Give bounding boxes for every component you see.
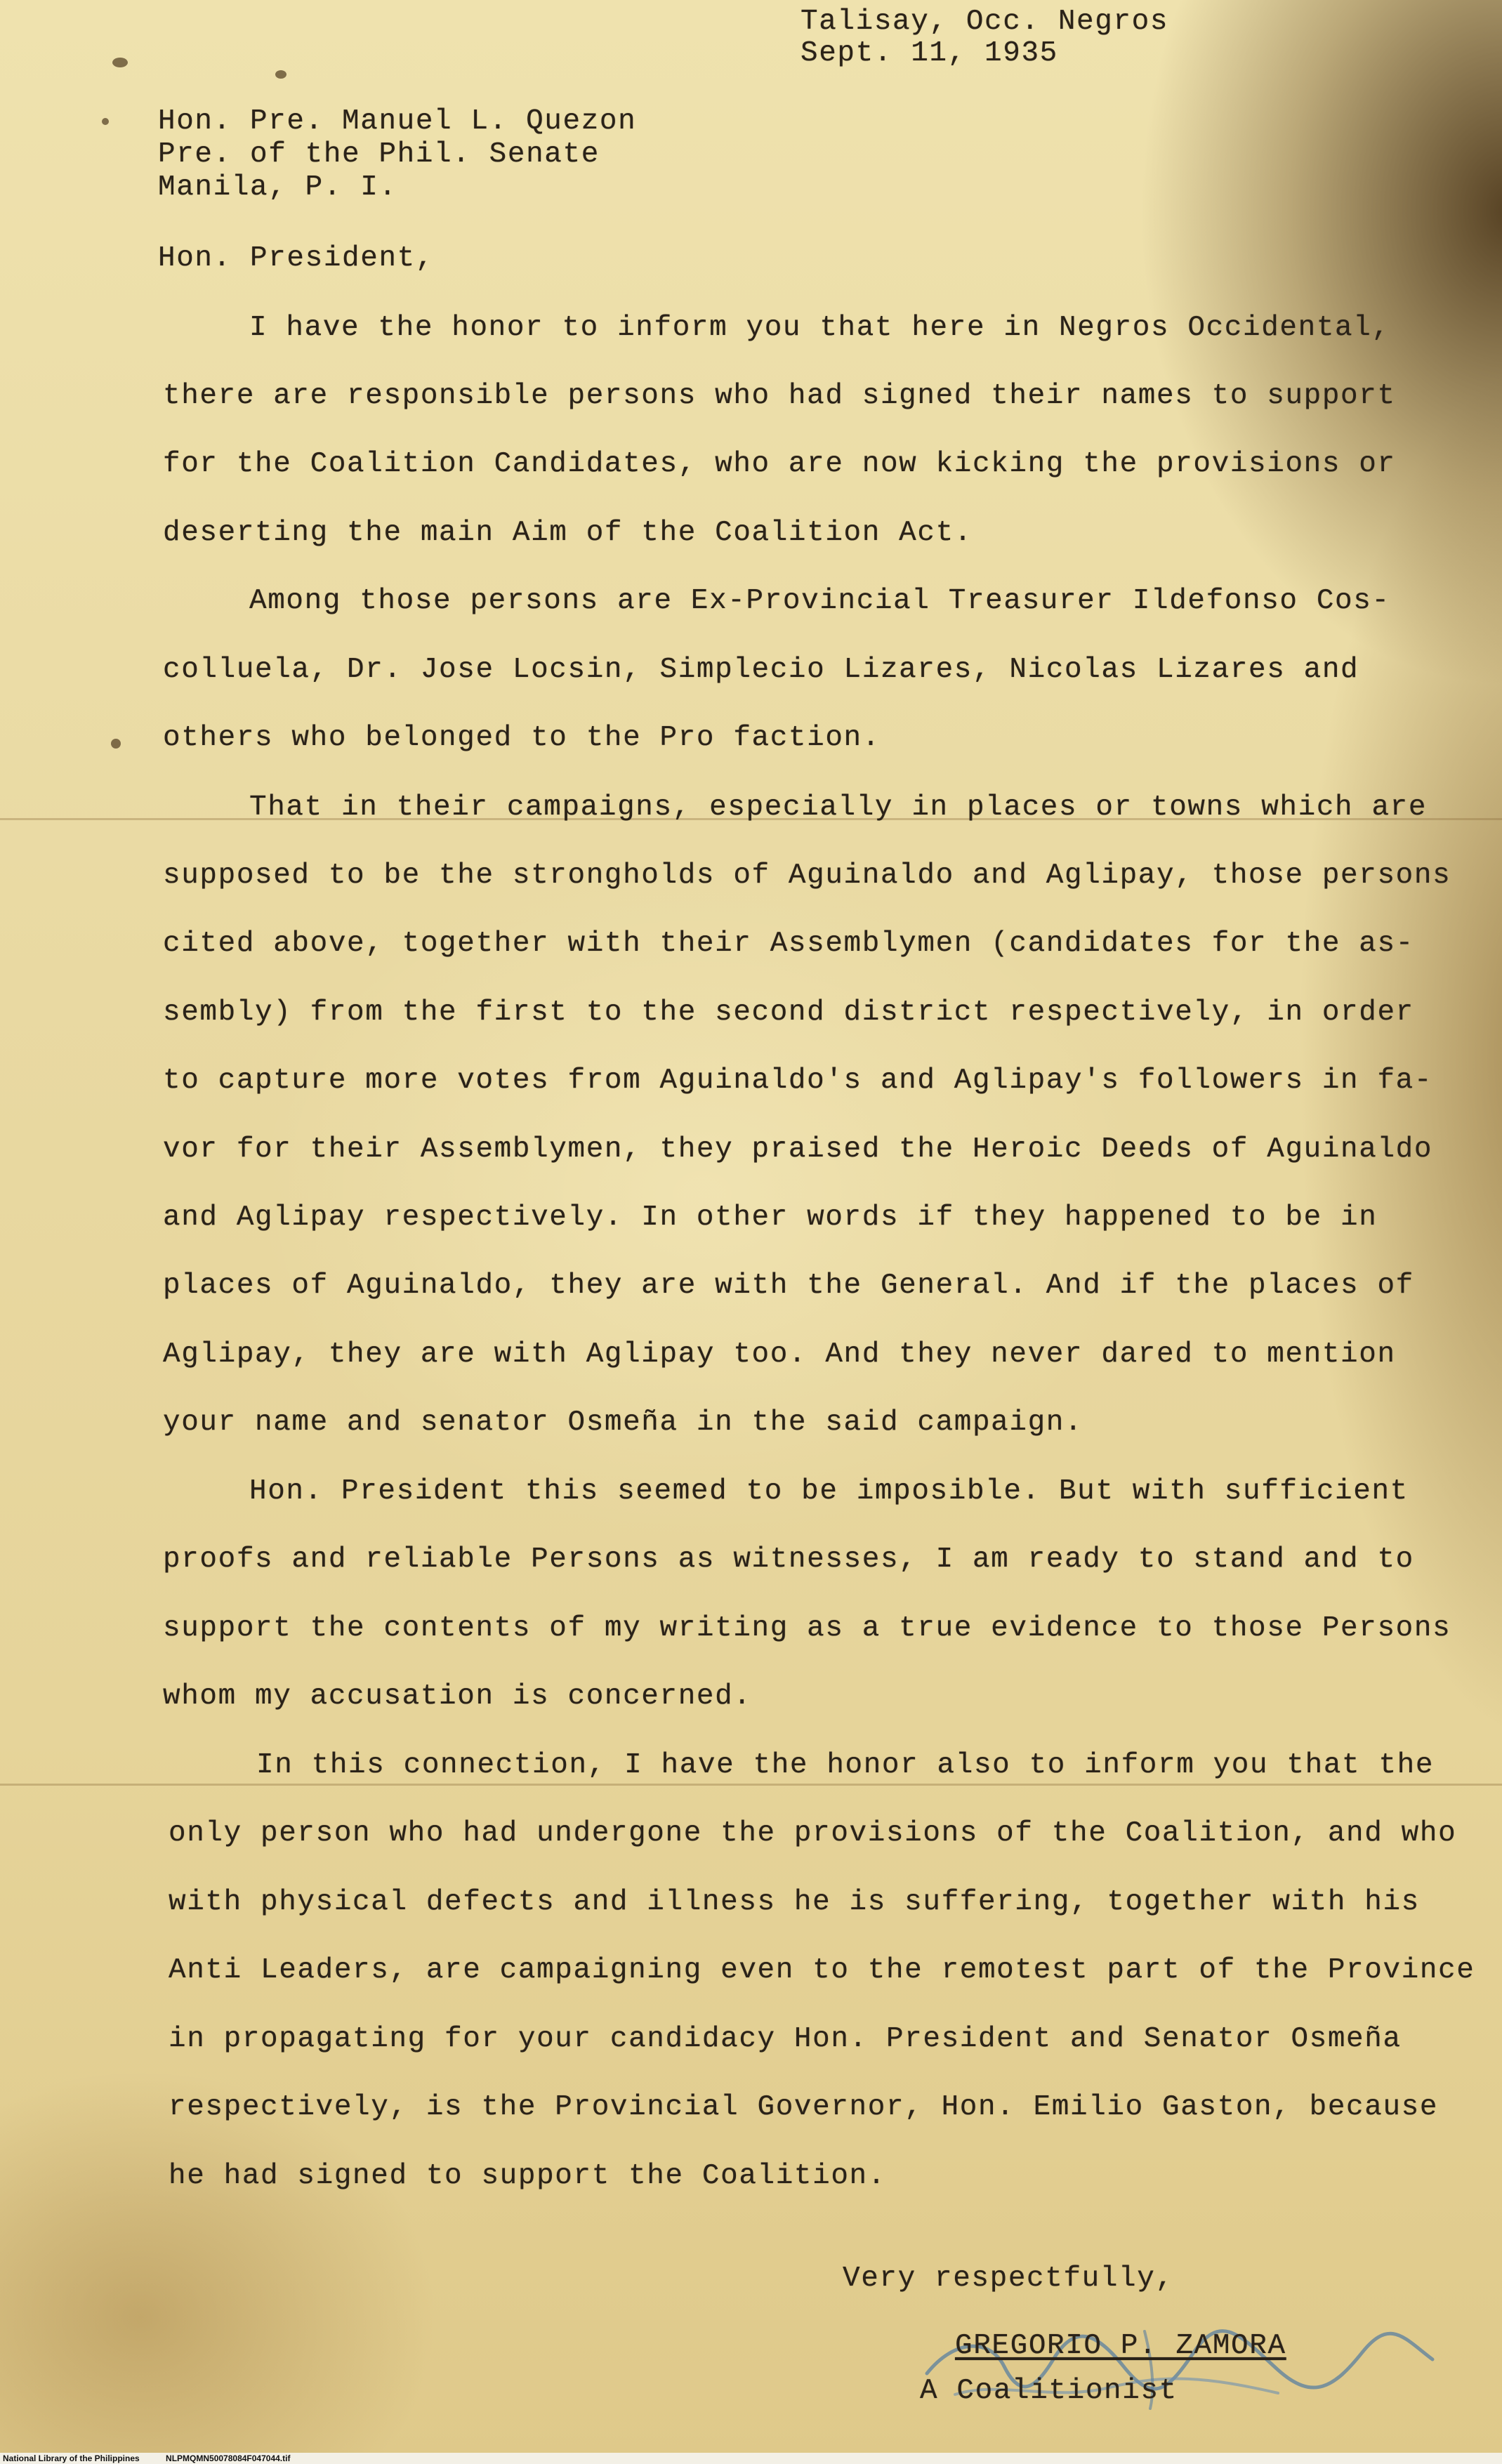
recipient-line: Hon. Pre. Manuel L. Quezon bbox=[158, 105, 637, 138]
body-line: proofs and reliable Persons as witnesses, I am ready to stand and to bbox=[163, 1543, 1414, 1576]
ink-spot bbox=[275, 70, 286, 79]
body-line: places of Aguinaldo, they are with the General. And if the places of bbox=[163, 1270, 1414, 1302]
body-line: and Aglipay respectively. In other words if they happened to be in bbox=[163, 1201, 1378, 1234]
signature-name: GREGORIO P. ZAMORA bbox=[955, 2330, 1286, 2362]
body-line: Among those persons are Ex-Provincial Treasurer Ildefonso Cos- bbox=[249, 585, 1390, 617]
letter-date: Sept. 11, 1935 bbox=[801, 37, 1058, 70]
body-line: support the contents of my writing as a true evidence to those Persons bbox=[163, 1612, 1451, 1645]
footer-library: National Library of the Philippines bbox=[3, 2453, 140, 2463]
paper-fold-line bbox=[0, 1784, 1502, 1786]
body-line: Aglipay, they are with Aglipay too. And they never dared to mention bbox=[163, 1338, 1396, 1371]
body-line: he had signed to support the Coalition. bbox=[169, 2160, 886, 2192]
body-line: Hon. President this seemed to be imposible. But with sufficient bbox=[249, 1475, 1409, 1508]
ink-spot bbox=[111, 739, 121, 749]
recipient-line: Manila, P. I. bbox=[158, 171, 397, 204]
salutation: Hon. President, bbox=[158, 242, 435, 275]
body-line: in propagating for your candidacy Hon. President and Senator Osmeña bbox=[169, 2023, 1402, 2055]
body-line: for the Coalition Candidates, who are now kicking the provisions or bbox=[163, 448, 1396, 480]
body-line: respectively, is the Provincial Governor, Hon. Emilio Gaston, because bbox=[169, 2091, 1439, 2123]
ink-spot bbox=[102, 118, 109, 125]
archive-footer bbox=[0, 2453, 1502, 2464]
body-line: Anti Leaders, are campaigning even to the remotest part of the Province bbox=[169, 1954, 1475, 1987]
letter-place: Talisay, Occ. Negros bbox=[801, 6, 1169, 38]
body-line: cited above, together with their Assemblymen (candidates for the as- bbox=[163, 928, 1414, 960]
body-line: to capture more votes from Aguinaldo's and Aglipay's followers in fa- bbox=[163, 1065, 1433, 1097]
body-line: vor for their Assemblymen, they praised the Heroic Deeds of Aguinaldo bbox=[163, 1133, 1433, 1166]
closing: Very respectfully, bbox=[843, 2262, 1174, 2295]
signature-title: A Coalitionist bbox=[920, 2375, 1178, 2407]
body-line: there are responsible persons who had signed their names to support bbox=[163, 380, 1396, 412]
body-line: deserting the main Aim of the Coalition Act. bbox=[163, 517, 973, 549]
body-line: whom my accusation is concerned. bbox=[163, 1680, 752, 1713]
body-line: That in their campaigns, especially in places or towns which are bbox=[249, 791, 1428, 824]
recipient-line: Pre. of the Phil. Senate bbox=[158, 138, 600, 171]
body-line: others who belonged to the Pro faction. bbox=[163, 722, 881, 754]
body-line: your name and senator Osmeña in the said campaign. bbox=[163, 1406, 1083, 1439]
body-line: supposed to be the strongholds of Aguinaldo and Aglipay, those persons bbox=[163, 859, 1451, 892]
body-line: colluela, Dr. Jose Locsin, Simplecio Lizares, Nicolas Lizares and bbox=[163, 654, 1359, 686]
ink-spot bbox=[112, 58, 128, 67]
body-line: In this connection, I have the honor also to inform you that the bbox=[256, 1749, 1435, 1781]
body-line: I have the honor to inform you that here in Negros Occidental, bbox=[249, 312, 1390, 344]
footer-file-id: NLPMQMN50078084F047044.tif bbox=[166, 2453, 291, 2463]
body-line: sembly) from the first to the second district respectively, in order bbox=[163, 996, 1414, 1029]
body-line: with physical defects and illness he is suffering, together with his bbox=[169, 1886, 1420, 1918]
body-line: only person who had undergone the provisions of the Coalition, and who bbox=[169, 1817, 1457, 1850]
